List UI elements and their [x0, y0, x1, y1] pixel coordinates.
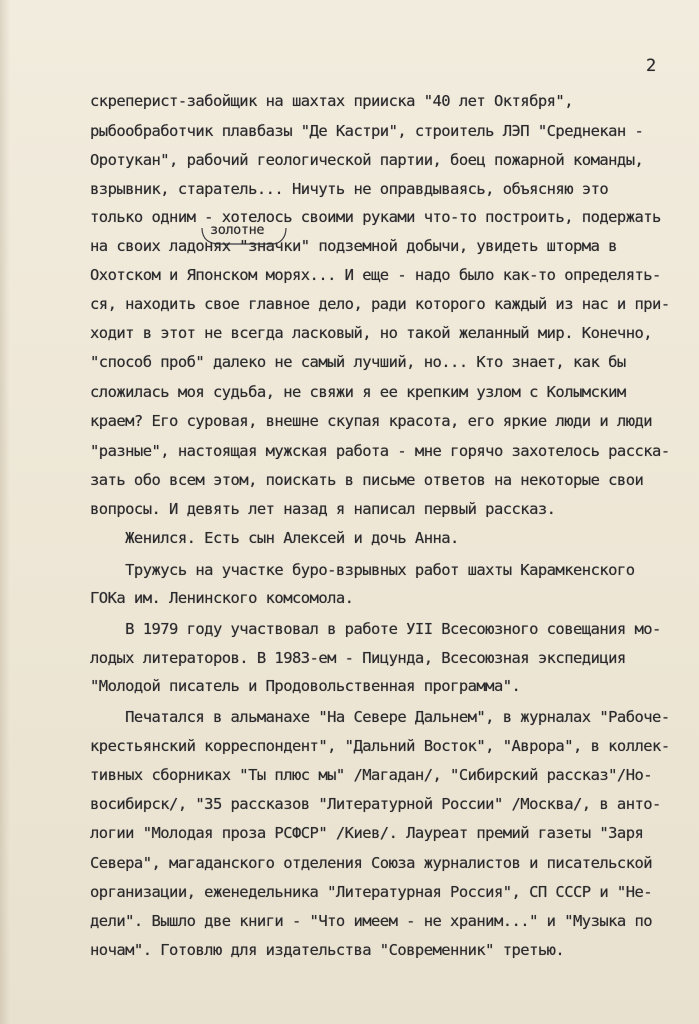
text-line: В 1979 году участвовал в работе УII Всесоюзного совещания мо- — [90, 620, 661, 638]
text-line: лодых литераторов. В 1983-ем - Пицунда, Всесоюзная экспедиция — [90, 649, 626, 667]
text-line: тивных сборниках "Ты плюс мы" /Магадан/, "Сибирский рассказ"/Но- — [90, 766, 653, 784]
text-line: Охотском и Японском морях... И еще - надо было как-то определять- — [90, 266, 661, 284]
text-line: вопросы. И девять лет назад я написал первый рассказ. — [90, 500, 556, 518]
text-line: логии "Молодая проза РСФСР" /Киев/. Лауреат премий газеты "Заря — [90, 824, 644, 842]
text-line: ГОКа им. Ленинского комсомола. — [90, 589, 354, 607]
text-line: Тружусь на участке буро-взрывных работ шахты Карамкенского — [90, 561, 635, 579]
text-line: рыбообработчик плавбазы "Де Кастри", строитель ЛЭП "Среднекан - — [90, 122, 644, 140]
text-line: Печатался в альманахе "На Севере Дальнем", в журналах "Рабоче- — [90, 708, 670, 726]
text-line: Женился. Есть сын Алексей и дочь Анна. — [90, 529, 459, 547]
text-line: Оротукан", рабочий геологической партии, боец пожарной команды, — [90, 151, 644, 169]
text-line: сложилась моя судьба, не свяжи я ее крепким узлом с Колымским — [90, 383, 626, 401]
text-line: зать обо всем этом, поискать в письме ответов на некоторые свои — [90, 471, 644, 489]
text-line: "разные", настоящая мужская работа - мне горячо захотелось расска- — [90, 442, 670, 460]
page-number: 2 — [646, 56, 656, 76]
text-line: на своих ладонях "значки" подземной добычи, увидеть шторма в — [90, 237, 617, 255]
text-line: организации, еженедельника "Литературная Россия", СП СССР и "Не- — [90, 883, 653, 901]
text-line: скреперист-забойщик на шахтах прииска "40 лет Октября", — [90, 92, 573, 110]
text-line: крестьянский корреспондент", "Дальний Восток", "Аврора", в коллек- — [90, 737, 670, 755]
text-line: "Молодой писатель и Продовольственная программа". — [90, 677, 521, 695]
text-line: краем? Его суровая, внешне скупая красота, его яркие люди и люди — [90, 412, 653, 430]
page-edge-shadow — [0, 0, 10, 1024]
text-line: взрывник, старатель... Ничуть не оправдываясь, объясняю это — [90, 180, 609, 198]
text-line: только одним - хотелось своими руками что-то построить, подержать — [90, 208, 661, 226]
text-line: дели". Вышло две книги - "Что имеем - не храним..." и "Музыка по — [90, 912, 653, 930]
text-line: Севера", магаданского отделения Союза журналистов и писательской — [90, 854, 653, 872]
text-line: восибирск/, "35 рассказов "Литературной России" /Москва/, в анто- — [90, 795, 661, 813]
text-line: "способ проб" далеко не самый лучший, но... Кто знает, как бы — [90, 353, 626, 371]
text-line: ся, находить свое главное дело, ради которого каждый из нас и при- — [90, 295, 670, 313]
handwritten-insertion: золотне — [210, 222, 265, 238]
text-line: ночам". Готовлю для издательства "Современник" третью. — [90, 941, 565, 959]
text-line: ходит в этот не всегда ласковый, но такой желанный мир. Конечно, — [90, 324, 653, 342]
